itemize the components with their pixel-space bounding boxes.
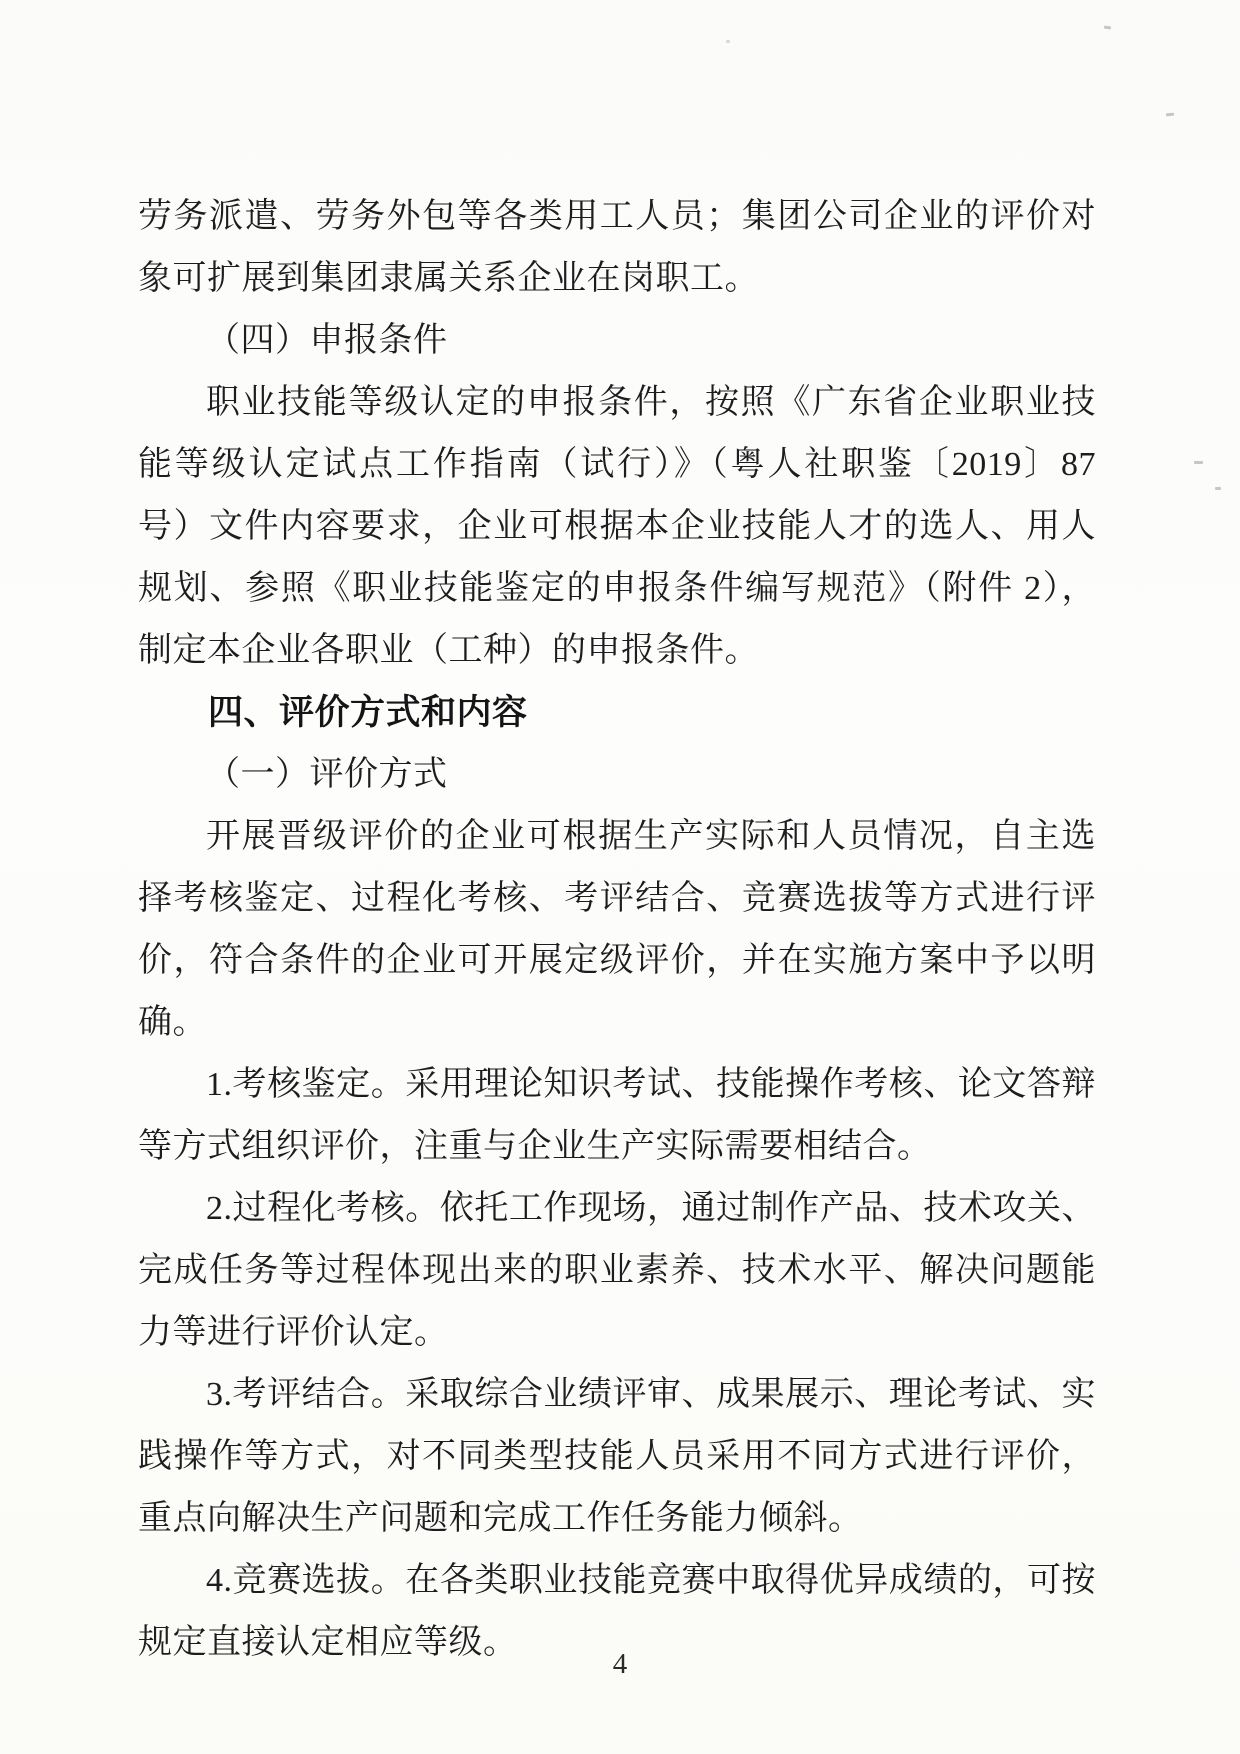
- subsection-heading-pingjia-fangshi: （一）评价方式: [206, 756, 448, 793]
- scan-speck: [1194, 461, 1203, 464]
- numbered-item-2: 2.过程化考核。依托工作现场，通过制作产品、技术攻关、完成任务等过程体现出来的职业素养、技术水平、解决问题能力等进行评价认定。: [138, 1190, 1096, 1351]
- body-paragraph: 开展晋级评价的企业可根据生产实际和人员情况，自主选择考核鉴定、过程化考核、考评结合、竞赛选拔等方式进行评价，符合条件的企业可开展定级评价，并在实施方案中予以明确。: [138, 818, 1096, 1041]
- numbered-item-1: 1.考核鉴定。采用理论知识考试、技能操作考核、论文答辩等方式组织评价，注重与企业生产实际需要相结合。: [138, 1066, 1096, 1165]
- numbered-item-4: 4.竞赛选拔。在各类职业技能竞赛中取得优异成绩的，可按规定直接认定相应等级。: [138, 1562, 1096, 1661]
- subsection-heading-shenbao-tiaojian: （四）申报条件: [206, 322, 448, 359]
- document-body: [138, 186, 1096, 1674]
- numbered-item-3: 3.考评结合。采取综合业绩评审、成果展示、理论考试、实践操作等方式，对不同类型技能人员采用不同方式进行评价，重点向解决生产问题和完成工作任务能力倾斜。: [138, 1376, 1096, 1537]
- body-paragraph-continuation: 劳务派遣、劳务外包等各类用工人员；集团公司企业的评价对象可扩展到集团隶属关系企业在岗职工。: [138, 198, 1096, 297]
- body-paragraph: 职业技能等级认定的申报条件，按照《广东省企业职业技能等级认定试点工作指南（试行）》（粤人社职鉴〔2019〕87 号）文件内容要求，企业可根据本企业技能人才的选人、用人规划、参照《职业技能鉴定的申报条件编写规范》（附件 2），制定本企业各职业（工种）的申报条件。: [138, 384, 1096, 669]
- section-heading-pingjia-fangshi: 四、评价方式和内容: [208, 693, 528, 732]
- scan-speck: [1166, 113, 1174, 117]
- page-number: 4: [612, 1648, 628, 1680]
- scan-speck: [1215, 487, 1221, 490]
- scan-speck: [726, 40, 730, 43]
- scan-speck: [1104, 26, 1111, 30]
